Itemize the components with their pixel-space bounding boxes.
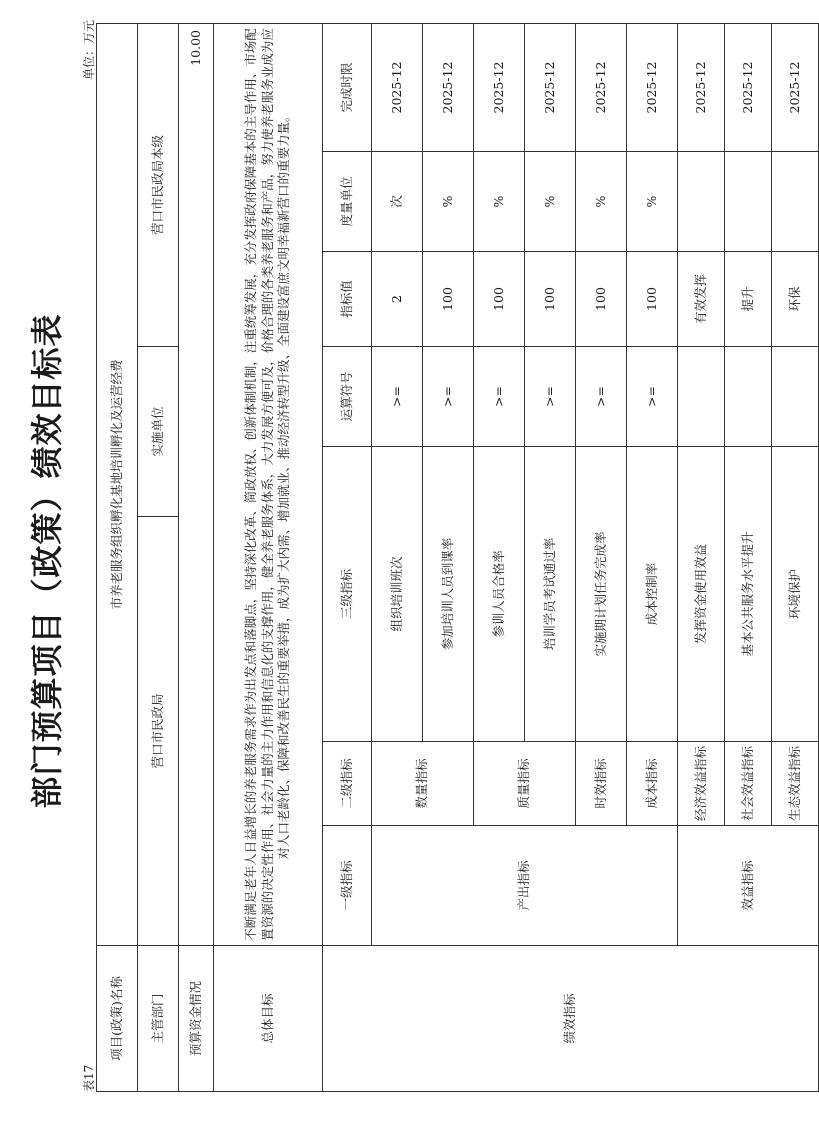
dept-value: 营口市民政局	[138, 517, 179, 946]
cell-op: >=	[423, 347, 474, 447]
unit-label: 单位：万元	[82, 20, 96, 81]
cell-l3: 发挥资金使用效益	[678, 447, 725, 742]
cell-val: 有效发挥	[678, 252, 725, 347]
table-number: 表17	[82, 1064, 96, 1092]
row-goal	[214, 23, 323, 1091]
group-social: 社会效益指标	[725, 742, 772, 826]
project-name-label: 项目(政策)名称	[97, 946, 138, 1092]
cell-val: 2	[372, 252, 423, 347]
dept-label: 主管部门	[138, 946, 179, 1092]
perf-label: 绩效指标	[323, 946, 819, 1092]
cell-unit: %	[423, 152, 474, 252]
performance-table	[96, 23, 819, 1092]
cell-time: 2025-12	[423, 23, 474, 151]
goal-label: 总体目标	[214, 946, 323, 1092]
group-timeliness: 时效指标	[576, 742, 627, 826]
header-l3: 三级指标	[323, 447, 372, 742]
cell-val: 100	[423, 252, 474, 347]
cell-val: 环保	[772, 252, 819, 347]
cell-unit: %	[474, 152, 525, 252]
group-benefit: 效益指标	[678, 826, 819, 946]
header-op: 运算符号	[323, 347, 372, 447]
table-row	[372, 23, 423, 1091]
cell-op: >=	[576, 347, 627, 447]
header-time: 完成时限	[323, 23, 372, 151]
cell-unit: 次	[372, 152, 423, 252]
impl-label: 实施单位	[138, 347, 179, 517]
group-cost: 成本指标	[627, 742, 678, 826]
group-output: 产出指标	[372, 826, 678, 946]
cell-l3: 组织培训班次	[372, 447, 423, 742]
cell-time: 2025-12	[576, 23, 627, 151]
row-project-name	[97, 23, 138, 1091]
cell-val: 100	[525, 252, 576, 347]
cell-val: 100	[627, 252, 678, 347]
header-l2: 二级指标	[323, 742, 372, 826]
cell-unit: %	[525, 152, 576, 252]
header-l1: 一级指标	[323, 826, 372, 946]
group-quantity: 数量指标	[372, 742, 474, 826]
cell-time: 2025-12	[525, 23, 576, 151]
cell-l3: 基本公共服务水平提升	[725, 447, 772, 742]
header-unit: 度量单位	[323, 152, 372, 252]
cell-unit	[725, 152, 772, 252]
table-row	[678, 23, 725, 1091]
cell-l3: 参加培训人员到课率	[423, 447, 474, 742]
cell-unit: %	[576, 152, 627, 252]
row-header	[323, 23, 372, 1091]
cell-time: 2025-12	[772, 23, 819, 151]
cell-unit	[678, 152, 725, 252]
cell-time: 2025-12	[678, 23, 725, 151]
group-economic: 经济效益指标	[678, 742, 725, 826]
cell-l3: 成本控制率	[627, 447, 678, 742]
cell-l3: 环境保护	[772, 447, 819, 742]
row-department	[138, 23, 179, 1091]
row-budget	[179, 23, 214, 1091]
cell-val: 100	[474, 252, 525, 347]
group-quality: 质量指标	[474, 742, 576, 826]
cell-time: 2025-12	[372, 23, 423, 151]
project-name-value: 市养老服务组织孵化基地培训孵化及运营经费	[97, 23, 138, 945]
cell-op	[725, 347, 772, 447]
cell-time: 2025-12	[474, 23, 525, 151]
cell-time: 2025-12	[627, 23, 678, 151]
cell-op: >=	[372, 347, 423, 447]
cell-l3: 参训人员合格率	[474, 447, 525, 742]
cell-time: 2025-12	[725, 23, 772, 151]
group-eco: 生态效益指标	[772, 742, 819, 826]
header-val: 指标值	[323, 252, 372, 347]
cell-l3: 实施期计划任务完成率	[576, 447, 627, 742]
cell-op: >=	[627, 347, 678, 447]
goal-text: 不断满足老年人日益增长的养老服务需求作为出发点和落脚点，坚持深化改革、简政放权、创新体制机制，注重统筹发展，充分发挥政府保障基本的主导作用、市场配置资源的决定性作用、社会力量的主力作用和信息化的支撑作用，健全养老服务体系，大力发展方便可及，价格合理的各类养老服务和产品，努力使养老服务业成为应对人口老龄化、保障和改善民生的重要举措，成为扩大内需、增加就业、推动经济转型升级、全面建设富庶文明幸福新营口的重要力量。	[214, 23, 323, 945]
cell-op	[772, 347, 819, 447]
budget-value: 10.00	[179, 23, 214, 945]
cell-unit: %	[627, 152, 678, 252]
budget-label: 预算资金情况	[179, 946, 214, 1092]
cell-op	[678, 347, 725, 447]
cell-val: 100	[576, 252, 627, 347]
form-title: 部门预算项目（政策）绩效目标表	[28, 313, 66, 809]
cell-l3: 培训学员考试通过率	[525, 447, 576, 742]
cell-unit	[772, 152, 819, 252]
cell-val: 提升	[725, 252, 772, 347]
cell-op: >=	[525, 347, 576, 447]
cell-op: >=	[474, 347, 525, 447]
impl-value: 营口市民政局本级	[138, 23, 179, 346]
